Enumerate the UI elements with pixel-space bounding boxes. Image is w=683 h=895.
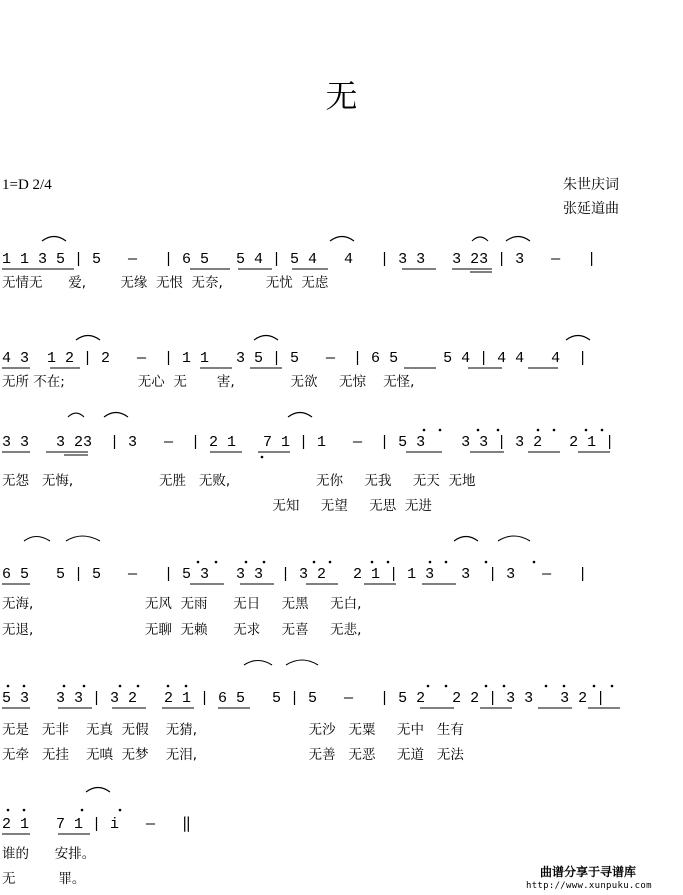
octave-dot (553, 429, 556, 432)
octave-dot (313, 561, 316, 564)
octave-dot (197, 561, 200, 564)
octave-dot (81, 809, 84, 812)
lyric-line-3-1: 无怨 无悔, 无胜 无败, 无你 无我 无天 无地 (2, 473, 476, 489)
key-signature: 1=D 2/4 (2, 177, 52, 193)
lyric-line-2-1: 无所 不在; 无心 无 害, 无欲 无惊 无怪, (2, 374, 415, 390)
octave-dot (83, 685, 86, 688)
octave-dot (485, 561, 488, 564)
octave-dot (63, 685, 66, 688)
lyric-line-5-1: 无是 无非 无真 无假 无猜, 无沙 无粟 无中 生有 (2, 722, 464, 738)
octave-dot (601, 429, 604, 432)
slur-mark (66, 536, 100, 541)
octave-dot (119, 685, 122, 688)
octave-dot (533, 561, 536, 564)
lyric-line-4-2: 无退, 无聊 无赖 无求 无喜 无悲, (2, 622, 362, 638)
slur-mark (24, 537, 50, 542)
slur-mark (506, 237, 530, 242)
octave-dot (371, 561, 374, 564)
slur-mark (42, 237, 66, 242)
octave-dot (545, 685, 548, 688)
octave-dot (563, 685, 566, 688)
octave-dot (485, 685, 488, 688)
octave-dot (7, 809, 10, 812)
slur-mark (454, 537, 478, 542)
octave-dot (263, 561, 266, 564)
lyric-line-3-2: 无知 无望 无思 无进 (2, 498, 432, 514)
slur-mark (566, 336, 590, 341)
song-title: 无 (325, 77, 358, 115)
slur-mark (254, 336, 278, 341)
octave-dot (429, 561, 432, 564)
octave-dot (119, 809, 122, 812)
octave-dot (7, 685, 10, 688)
notation-line-3: 3 3 3 23 | 3 — | 2 1 7 1 | 1 — | 5 3 3 3 | 3 2 2 1 | (2, 434, 615, 451)
slur-mark (330, 237, 354, 242)
octave-dot (497, 429, 500, 432)
composer-credit: 张延道曲 (563, 201, 619, 217)
octave-dot (593, 685, 596, 688)
lyric-line-5-2: 无牵 无挂 无嗔 无梦 无泪, 无善 无恶 无道 无法 (2, 747, 464, 763)
lyricist-credit: 朱世庆词 (563, 177, 619, 193)
octave-dot (23, 809, 26, 812)
octave-dot (185, 685, 188, 688)
slur-mark (76, 336, 100, 341)
octave-dot (167, 685, 170, 688)
slur-mark (86, 788, 110, 793)
octave-dot (477, 429, 480, 432)
octave-dot (439, 429, 442, 432)
octave-dot (387, 561, 390, 564)
octave-dot (611, 685, 614, 688)
octave-dot (329, 561, 332, 564)
slur-mark (472, 237, 488, 241)
lyric-line-4-1: 无海, 无风 无雨 无日 无黑 无白, (2, 596, 362, 612)
octave-dot (503, 685, 506, 688)
octave-dot (261, 456, 264, 459)
slur-mark (288, 413, 312, 418)
notation-line-6: 2 1 7 1 | i — ‖ (2, 816, 192, 833)
slur-mark (286, 660, 318, 665)
octave-dot (245, 561, 248, 564)
octave-dot (445, 561, 448, 564)
slur-mark (244, 661, 272, 666)
octave-dot (585, 429, 588, 432)
notation-line-5: 5 3 3 3 | 3 2 2 1 | 6 5 5 | 5 — | 5 2 2 2 | 3 3 3 2 | (2, 690, 606, 707)
octave-dot (423, 429, 426, 432)
slur-mark (104, 413, 128, 418)
notation-line-2: 4 3 1 2 | 2 — | 1 1 3 5 | 5 — | 6 5 5 4 | 4 4 4 | (2, 350, 588, 367)
octave-dot (537, 429, 540, 432)
slur-mark (498, 536, 530, 541)
footer-source: 曲谱分享于寻谱库 (540, 865, 637, 879)
notation-line-4: 6 5 5 | 5 — | 5 3 3 3 | 3 2 2 1 | 1 3 3 | 3 — | (2, 566, 588, 583)
octave-dot (445, 685, 448, 688)
octave-dot (23, 685, 26, 688)
lyric-line-6-1: 谁的 安排。 (2, 846, 96, 862)
lyric-line-6-2: 无 罪。 (2, 871, 86, 887)
slur-mark (68, 413, 84, 417)
lyric-line-1-1: 无情无 爱, 无缘 无恨 无奈, 无忧 无虑 (2, 275, 329, 291)
notation-line-1: 1 1 3 5 | 5 — | 6 5 5 4 | 5 4 4 | 3 3 3 23 | 3 — | (2, 251, 597, 268)
octave-dot (215, 561, 218, 564)
footer-url: http://www.xunpuku.com (526, 881, 652, 891)
octave-dot (427, 685, 430, 688)
octave-dot (137, 685, 140, 688)
